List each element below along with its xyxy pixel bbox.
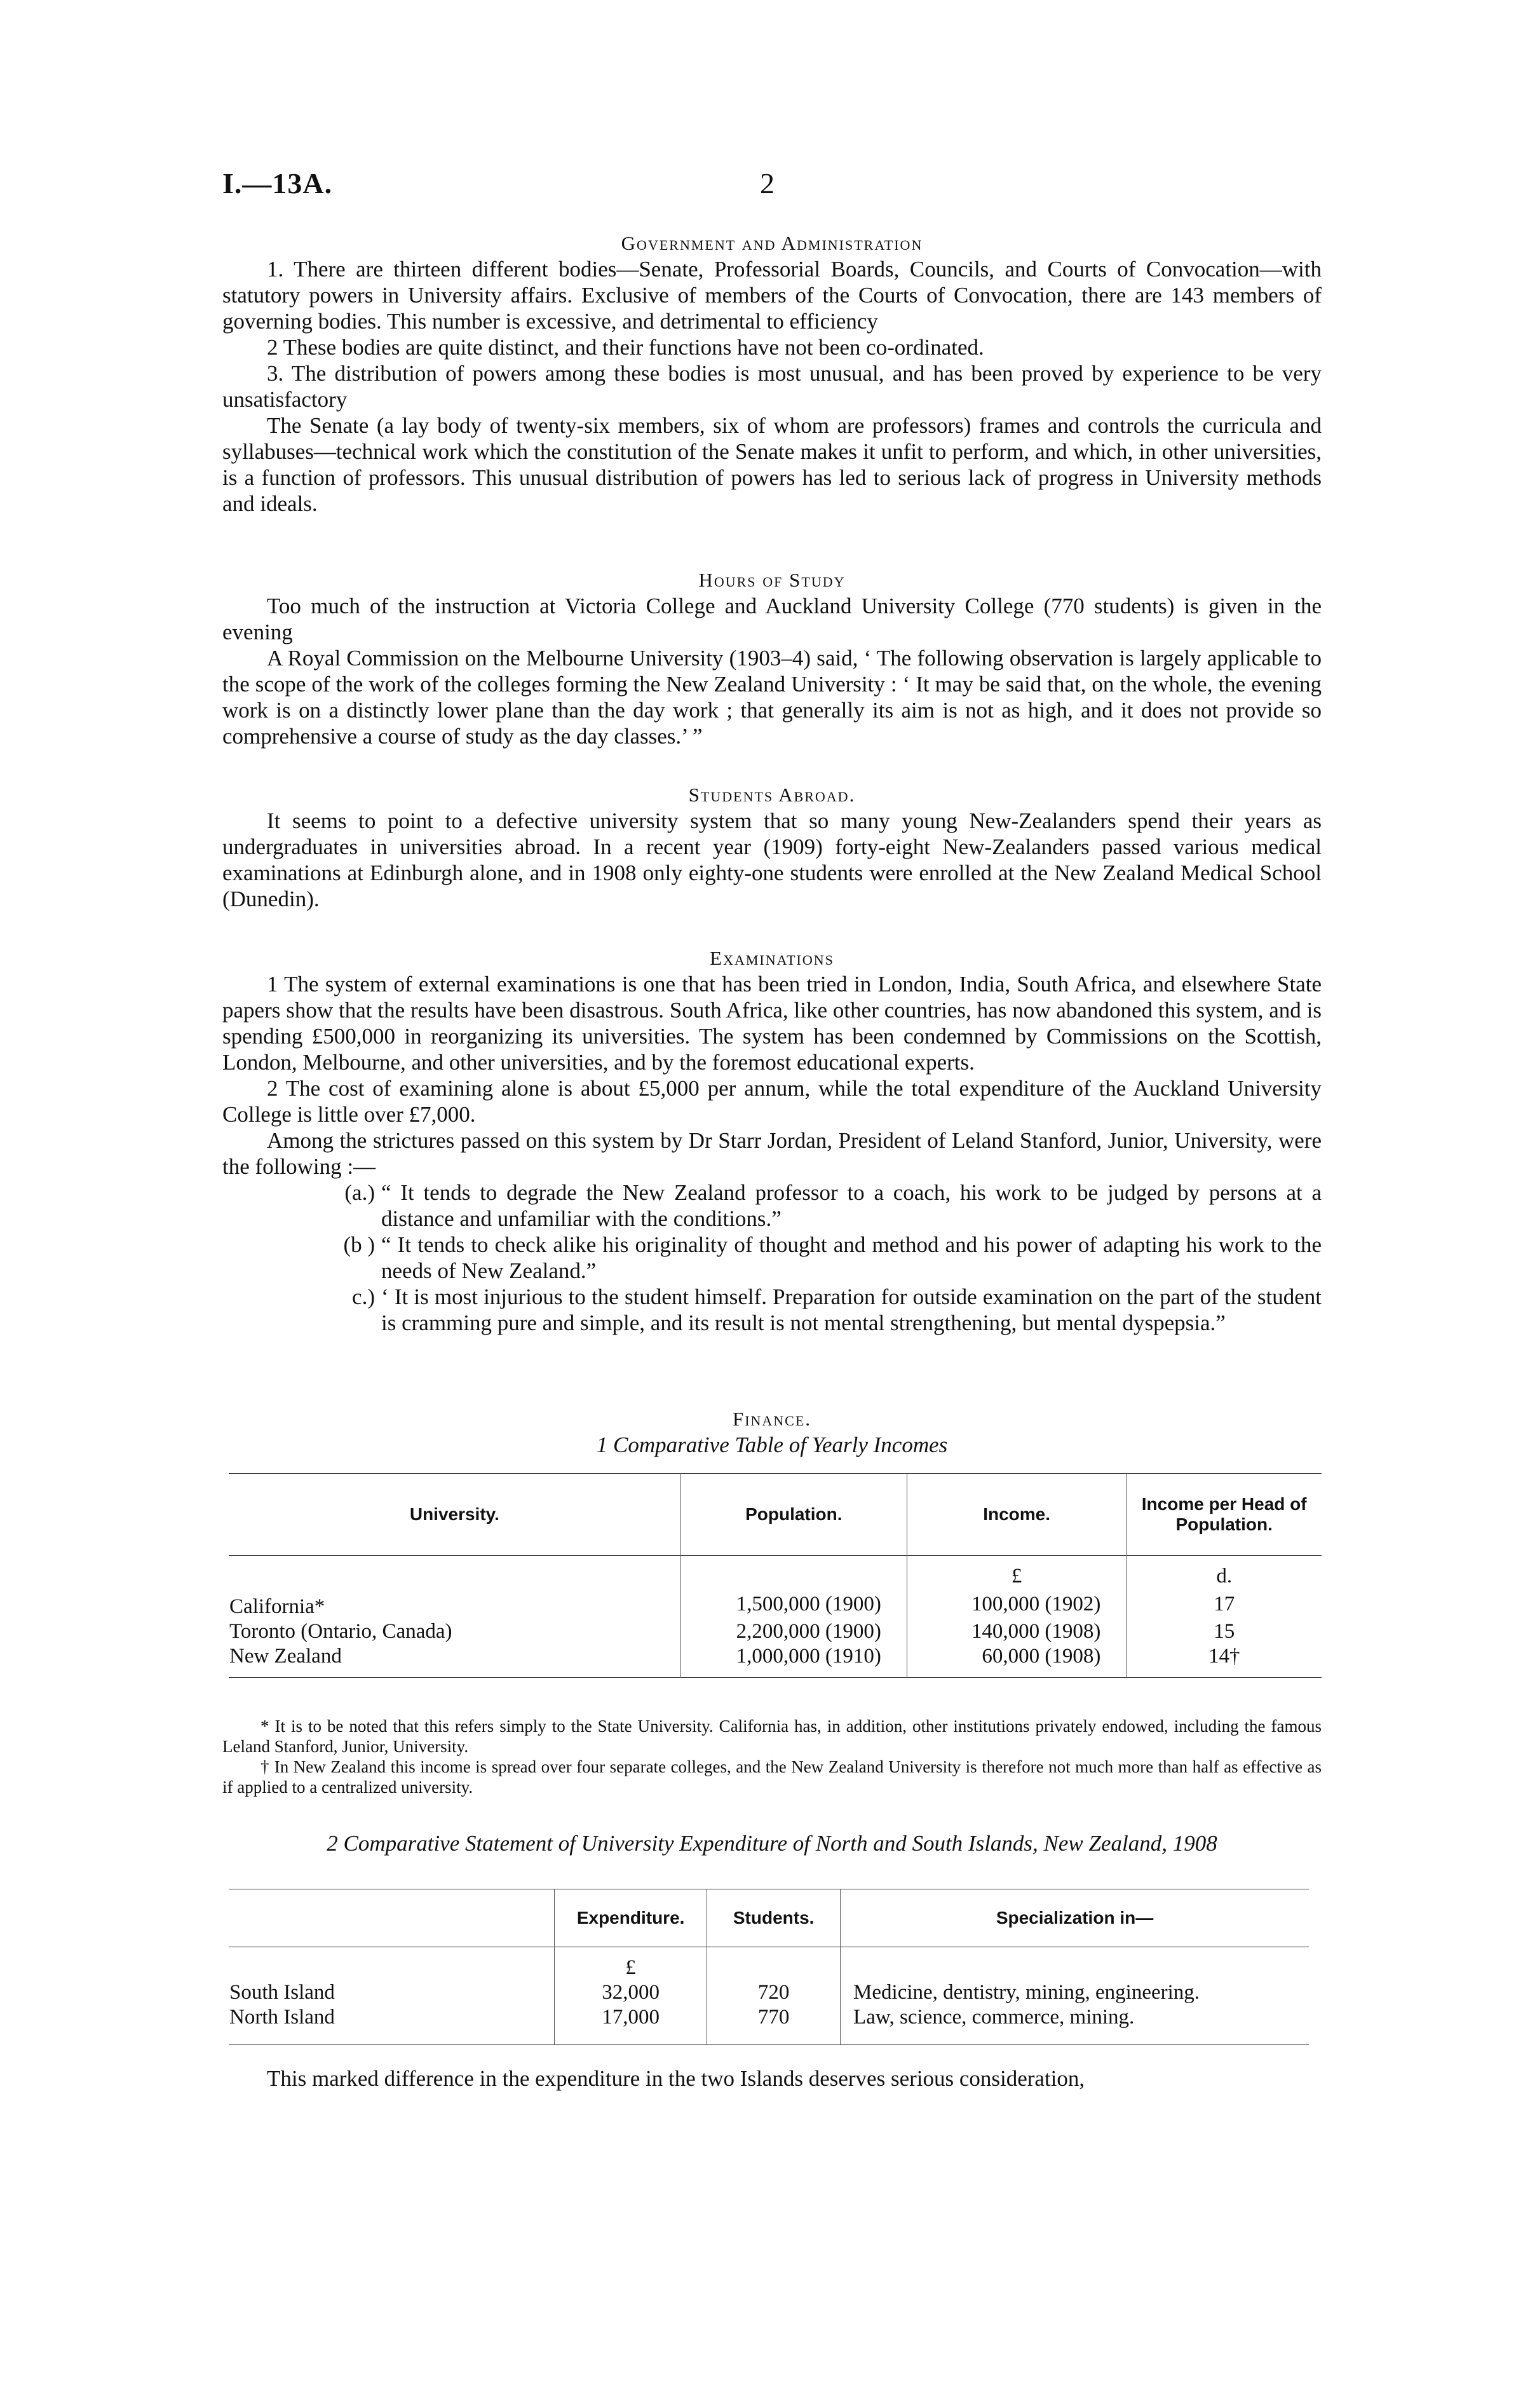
- paragraph: 3. The distribution of powers among these bodies is most unusual, and has been proved by experience to be very unsatisfactory: [222, 361, 1322, 412]
- paragraph: 2 These bodies are quite distinct, and their functions have not been co-ordinated.: [267, 335, 984, 360]
- column-header: University.: [229, 1474, 680, 1556]
- section-title: Students Abroad.: [688, 784, 856, 806]
- page-number: 2: [760, 167, 775, 200]
- item-marker: (a.): [344, 1180, 375, 1205]
- section-title: Government and Administration: [621, 232, 923, 254]
- table-header-row: [229, 1889, 1309, 1947]
- table-title: 2 Comparative Statement of University Expenditure of North and South Islands, New Zealand, 1908: [327, 1831, 1217, 1856]
- table-cell: [841, 1947, 1309, 1981]
- paragraph: It seems to point to a defective university system that so many young New-Zealanders spend their years as undergraduates in universities abroad. In a recent year (1909) forty-eight New-Zealanders passed various medical examinations at Edinburgh alone, and in 1908 only eighty-one students were enrolled at the New Zealand Medical School (Dunedin).: [222, 808, 1322, 911]
- table-cell: 60,000 (1908): [907, 1644, 1127, 1678]
- table-cell: 1,000,000 (1910): [680, 1644, 907, 1678]
- table-cell: 15: [1214, 1620, 1235, 1643]
- footnote: † In New Zealand this income is spread over four separate colleges, and the New Zealand University is therefore not much more than half as effective as if applied to a centralized university.: [222, 1757, 1322, 1797]
- section-title: Examinations: [710, 947, 834, 969]
- footnotes: [222, 1716, 1322, 1797]
- table-cell: Medicine, dentistry, mining, engineering.: [853, 1981, 1200, 2004]
- table-cell: 2,200,000 (1900): [680, 1619, 907, 1644]
- section-title: Hours of Study: [698, 569, 846, 591]
- item-text: “ It tends to check alike his originality of thought and method and his power of adapting his work to the needs of New Zealand.”: [381, 1232, 1322, 1283]
- table-row: [229, 1619, 1322, 1644]
- income-table: [229, 1473, 1322, 1678]
- column-header: [229, 1889, 554, 1947]
- paragraph: This marked difference in the expenditure in the two Islands deserves serious consideration,: [267, 2066, 1085, 2091]
- paragraph: 1 The system of external examinations is one that has been tried in London, India, South Africa, and elsewhere State papers show that the results have been disastrous. South Africa, like other countries, has now abandoned this system, and is spending £500,000 in reorganizing its universities. The system has been condemned by Commissions on the Scottish, London, Melbourne, and other universities, and by the foremost educational experts.: [222, 972, 1322, 1075]
- footnote: * It is to be noted that this refers simply to the State University. California has, in addition, other institutions privately endowed, including the famous Leland Stanford, Junior, University.: [222, 1717, 1322, 1756]
- table-unit-row: [229, 1947, 1309, 1981]
- table-cell: 770: [707, 2005, 841, 2045]
- paragraph: Among the strictures passed on this system by Dr Starr Jordan, President of Leland Stanford, Junior, University, were the following :—: [222, 1128, 1322, 1179]
- paragraph: The Senate (a lay body of twenty-six members, six of whom are professors) frames and controls the curricula and syllabuses—technical work which the constitution of the Senate makes it unfit to perform, and which, in other universities, is a function of professors. This unusual distribution of powers has led to serious lack of progress in University methods and ideals.: [222, 413, 1322, 516]
- table-cell: California*: [229, 1589, 680, 1619]
- section-title: Finance.: [732, 1408, 812, 1430]
- item-text: “ It tends to degrade the New Zealand professor to a coach, his work to be judged by persons at a distance and unfamiliar with the conditions.”: [381, 1180, 1322, 1231]
- table-cell: £: [554, 1947, 707, 1981]
- table-cell: 140,000 (1908): [907, 1619, 1127, 1644]
- list-item: [352, 1284, 1322, 1336]
- list-item: [344, 1180, 1322, 1232]
- list-item: [343, 1232, 1322, 1284]
- closing-block: [222, 2065, 1322, 2092]
- column-header: Students.: [707, 1889, 841, 1947]
- table-cell: [229, 1947, 554, 1981]
- table-row: [229, 1980, 1309, 2005]
- table-cell: 17,000: [554, 2005, 707, 2045]
- column-header: Expenditure.: [554, 1889, 707, 1947]
- table-cell: d.: [1216, 1565, 1233, 1588]
- item-marker: (b ): [343, 1232, 375, 1257]
- table-cell: 720: [707, 1980, 841, 2005]
- column-header: Population.: [680, 1474, 907, 1556]
- table-cell: New Zealand: [229, 1644, 680, 1678]
- table2-title-block: [222, 1830, 1322, 1856]
- table-unit-row: [229, 1556, 1322, 1589]
- table-cell: South Island: [229, 1980, 554, 2005]
- section-hours: [222, 567, 1322, 749]
- table-cell: [707, 1947, 841, 1981]
- section-examinations: [222, 945, 1322, 1336]
- table-cell: North Island: [229, 2005, 554, 2045]
- table-row: [229, 1644, 1322, 1678]
- table-cell: [229, 1556, 680, 1589]
- table-cell: 14†: [1208, 1645, 1240, 1668]
- table-row: [229, 1589, 1322, 1619]
- column-header: Specialization in—: [996, 1908, 1154, 1928]
- table-row: [229, 2005, 1309, 2045]
- item-text: ‘ It is most injurious to the student himself. Preparation for outside examination on the part of the student is cramming pure and simple, and its result is not mental strengthening, but mental dyspepsia.”: [381, 1284, 1322, 1335]
- section-abroad: [222, 782, 1322, 912]
- table-cell: £: [907, 1556, 1127, 1589]
- table-cell: Law, science, commerce, mining.: [853, 2006, 1135, 2029]
- table-cell: 32,000: [554, 1980, 707, 2005]
- item-marker: c.): [352, 1284, 375, 1309]
- section-finance: [222, 1406, 1322, 1458]
- section-government: [222, 230, 1322, 517]
- column-header: Income per Head of Population.: [1141, 1494, 1307, 1534]
- column-header: Income.: [907, 1474, 1127, 1556]
- paragraph: 1. There are thirteen different bodies—Senate, Professorial Boards, Councils, and Courts of Convocation—with statutory powers in University affairs. Exclusive of members of the Courts of Convocation, there are 143 members of governing bodies. This number is excessive, and detrimental to efficiency: [222, 257, 1322, 334]
- expenditure-table: [229, 1889, 1309, 2045]
- table-cell: Toronto (Ontario, Canada): [229, 1619, 680, 1644]
- table-title: 1 Comparative Table of Yearly Incomes: [596, 1432, 948, 1457]
- table-cell: 100,000 (1902): [907, 1589, 1127, 1619]
- table-cell: 17: [1214, 1592, 1235, 1616]
- table-cell: [680, 1556, 907, 1589]
- table-cell: 1,500,000 (1900): [680, 1589, 907, 1619]
- paragraph: A Royal Commission on the Melbourne University (1903–4) said, ‘ The following observation is largely applicable to the scope of the work of the colleges forming the New Zealand University : ‘ It may be said that, on the whole, the evening work is on a distinctly lower plane than the day work ; that generally its aim is not as high, and it does not provide so comprehensive a course of study as the day classes.’ ”: [222, 646, 1322, 749]
- document-reference: I.—13A.: [222, 167, 333, 200]
- table-header-row: [229, 1474, 1322, 1556]
- paragraph: 2 The cost of examining alone is about £5,000 per annum, while the total expenditure of the Auckland University College is little over £7,000.: [222, 1076, 1322, 1127]
- paragraph: Too much of the instruction at Victoria College and Auckland University College (770 students) is given in the evening: [222, 594, 1322, 644]
